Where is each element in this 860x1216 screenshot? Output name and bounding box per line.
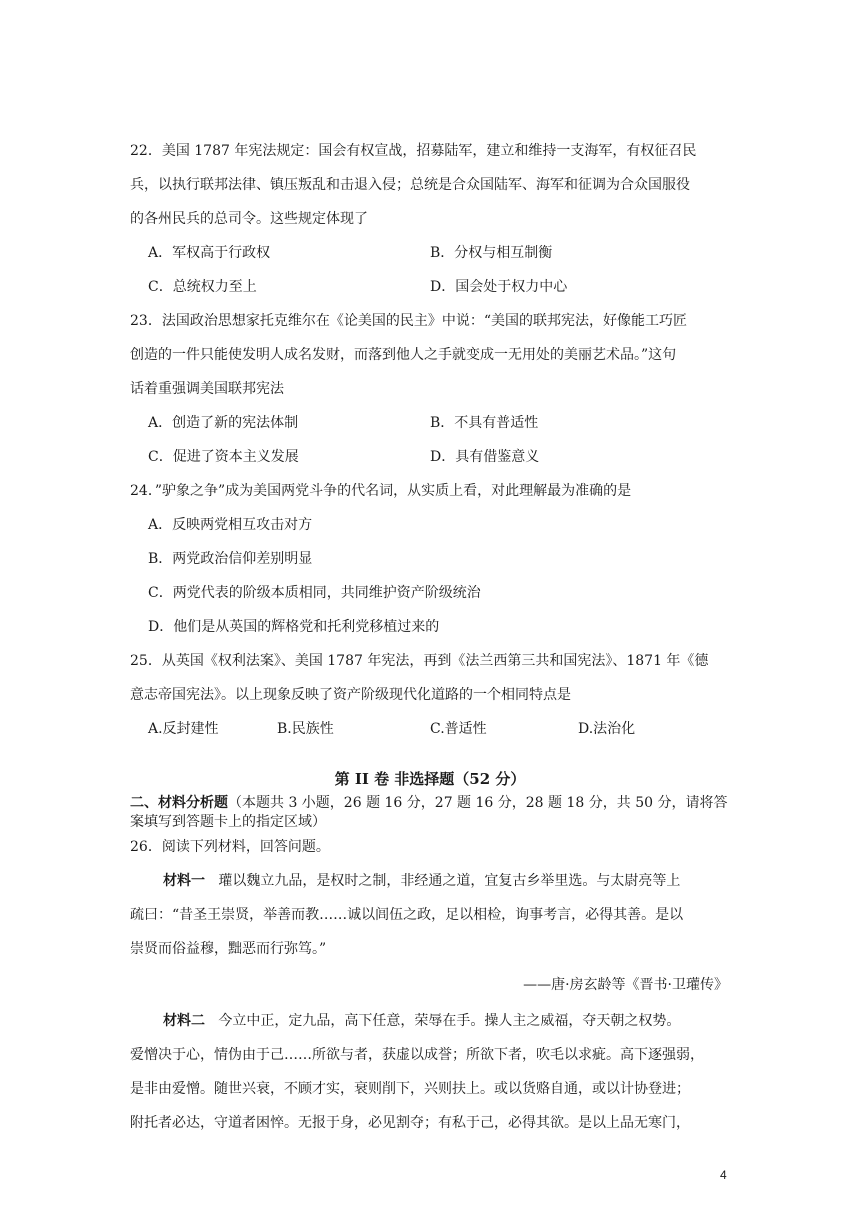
- q25-stem-line-2: 意志帝国宪法》。以上现象反映了资产阶级现代化道路的一个相同特点是: [130, 687, 571, 703]
- q25-option-d: D.法治化: [578, 721, 636, 737]
- section-heading-line-1: [130, 794, 727, 812]
- q25-option-b: B.民族性: [277, 721, 334, 737]
- q23-stem-line-3: 话着重强调美国联邦宪法: [130, 381, 284, 397]
- q25-option-a: A.反封建性: [148, 721, 219, 737]
- q22-stem-line-1: 22．美国 1787 年宪法规定：国会有权宣战，招募陆军，建立和维持一支海军，有权征召民: [130, 143, 697, 159]
- q24-option-c: C．两党代表的阶级本质相同，共同维护资产阶级统治: [148, 585, 481, 601]
- q22-option-d: D．国会处于权力中心: [430, 279, 568, 295]
- material2-line-4: 附托者必达，守道者困悴。无报于身，必见割夺；有私于己，必得其欲。是以上品无寒门，: [130, 1115, 690, 1131]
- material1-line-3: 崇贤而俗益穆，黜恶而行弥笃。”: [130, 941, 327, 957]
- q23-stem-line-1: 23．法国政治思想家托克维尔在《论美国的民主》中说：“美国的联邦宪法，好像能工巧匠: [130, 313, 687, 329]
- q23-option-a: A．创造了新的宪法体制: [148, 415, 299, 431]
- material2-label: 材料二: [163, 1013, 205, 1029]
- q23-stem-line-2: 创造的一件只能使发明人成名发财，而落到他人之手就变成一无用处的美丽艺术品。”这句: [130, 347, 677, 363]
- material1-text-1: 瓘以魏立九品，是权时之制，非经通之道，宜复古乡举里选。与太尉亮等上: [218, 873, 681, 889]
- q24-option-b: B．两党政治信仰差别明显: [148, 551, 313, 567]
- q26-stem: 26．阅读下列材料，回答问题。: [130, 839, 330, 855]
- q22-option-a: A．军权高于行政权: [148, 245, 271, 261]
- page-number: 4: [720, 1168, 727, 1182]
- section-title: 第 II 卷 非选择题（52 分）: [334, 770, 526, 788]
- q24-option-d: D．他们是从英国的辉格党和托利党移植过来的: [148, 619, 440, 635]
- q24-option-a: A．反映两党相互攻击对方: [148, 517, 313, 533]
- material1-line-2: 疏曰：“昔圣王崇贤，举善而教……诚以闾伍之政，足以相检，询事考言，必得其善。是以: [130, 907, 684, 923]
- section-heading-text: （本题共 3 小题，26 题 16 分，27 题 16 分，28 题 18 分，共 50 分，请将答: [228, 795, 728, 811]
- material1-line-1: [163, 872, 763, 890]
- q22-option-b: B．分权与相互制衡: [430, 245, 553, 261]
- material1-label: 材料一: [163, 873, 205, 889]
- q22-option-c: C．总统权力至上: [148, 279, 257, 295]
- q23-option-c: C．促进了资本主义发展: [148, 449, 299, 465]
- material1-source: ——唐·房玄龄等《晋书·卫瓘传》: [523, 977, 728, 993]
- section-heading-label: 二、材料分析题: [130, 795, 228, 811]
- q22-stem-line-2: 兵，以执行联邦法律、镇压叛乱和击退入侵；总统是合众国陆军、海军和征调为合众国服役: [130, 177, 690, 193]
- material2-text-1: 今立中正，定九品，高下任意，荣辱在手。操人主之威福，夺天朝之权势。: [218, 1013, 681, 1029]
- material2-line-2: 爱憎决于心，情伪由于己……所欲与者，获虚以成誉；所欲下者，吹毛以求疵。高下逐强弱，: [130, 1047, 704, 1063]
- section-heading-line-2: 案填写到答题卡上的指定区域）: [130, 814, 326, 830]
- material2-line-1: [163, 1012, 763, 1030]
- q23-option-b: B．不具有普适性: [430, 415, 539, 431]
- material2-line-3: 是非由爱憎。随世兴衰，不顾才实，衰则削下，兴则扶上。或以货赂自通，或以计协登进；: [130, 1081, 690, 1097]
- q22-stem-line-3: 的各州民兵的总司令。这些规定体现了: [130, 211, 368, 227]
- q23-option-d: D．具有借鉴意义: [430, 449, 540, 465]
- q25-option-c: C.普适性: [430, 721, 487, 737]
- q24-stem-line-1: 24．”驴象之争”成为美国两党斗争的代名词，从实质上看，对此理解最为准确的是: [130, 483, 632, 499]
- q25-stem-line-1: 25．从英国《权利法案》、美国 1787 年宪法，再到《法兰西第三共和国宪法》、1871 年《德: [130, 653, 709, 669]
